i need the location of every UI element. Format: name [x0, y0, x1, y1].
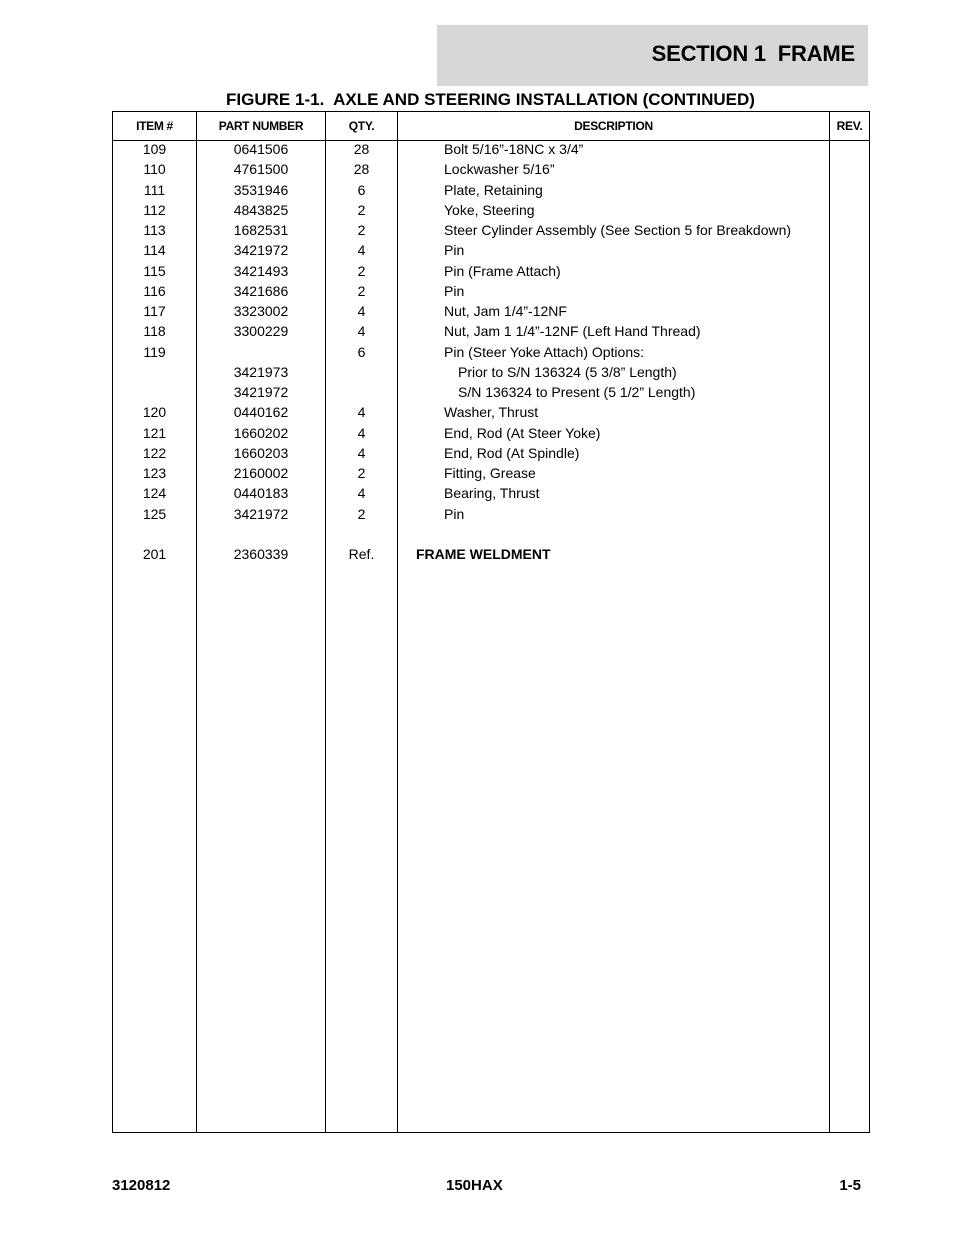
table-row — [113, 384, 869, 404]
cell-item: 117 — [143, 303, 166, 319]
cell-description: End, Rod (At Steer Yoke) — [444, 424, 601, 441]
cell-description: Plate, Retaining — [444, 181, 543, 198]
table-row — [113, 485, 869, 505]
cell-description: Prior to S/N 136324 (5 3/8” Length) — [458, 363, 677, 380]
cell-part-number: 2160002 — [233, 465, 289, 481]
cell-qty: 4 — [357, 444, 366, 461]
cell-part-number: 3421972 — [233, 384, 289, 400]
cell-qty: 2 — [357, 465, 366, 481]
figure-title: FIGURE 1-1. AXLE AND STEERING INSTALLATION (CONTINUED) — [226, 90, 755, 109]
cell-part-number: 0440162 — [233, 404, 289, 421]
cell-description: Pin (Frame Attach) — [444, 262, 561, 279]
table-row — [113, 202, 869, 222]
cell-item: 112 — [143, 201, 166, 218]
cell-item: 123 — [142, 465, 167, 481]
cell-qty: 4 — [357, 323, 366, 340]
cell-item: 114 — [143, 242, 166, 259]
table-row — [113, 161, 869, 181]
cell-qty: 4 — [357, 404, 366, 421]
cell-description: Nut, Jam 1/4”-12NF — [444, 303, 567, 319]
cell-part-number: 1682531 — [233, 222, 289, 238]
cell-item: 116 — [143, 282, 166, 299]
column-header-qty: QTY. — [348, 119, 375, 133]
section-header — [437, 25, 868, 86]
cell-part-number: 4761500 — [233, 161, 289, 178]
cell-qty: 2 — [357, 262, 366, 279]
cell-description: Nut, Jam 1 1/4”-12NF (Left Hand Thread) — [444, 323, 701, 340]
cell-part-number: 0440183 — [233, 485, 289, 502]
table-row — [113, 323, 869, 343]
table-row — [113, 364, 869, 384]
table-row — [113, 283, 869, 303]
cell-description: Fitting, Grease — [444, 465, 536, 481]
cell-part-number: 4843825 — [233, 201, 289, 218]
cell-qty: 28 — [353, 141, 370, 157]
cell-part-number: 3421972 — [233, 505, 289, 522]
cell-part-number: 3421973 — [233, 363, 289, 380]
column-header-description: DESCRIPTION — [574, 119, 653, 133]
table-row — [113, 182, 869, 202]
cell-description: Yoke, Steering — [444, 201, 535, 218]
cell-part-number: 1660203 — [233, 444, 289, 461]
cell-qty: 4 — [357, 485, 366, 502]
cell-qty: 28 — [353, 161, 370, 178]
cell-qty: 2 — [357, 282, 366, 299]
cell-part-number: 3421493 — [233, 262, 289, 279]
cell-item: 118 — [143, 323, 166, 340]
cell-item: 122 — [142, 444, 167, 461]
column-header-rev: REV. — [836, 119, 863, 133]
cell-description: Steer Cylinder Assembly (See Section 5 for Breakdown) — [444, 222, 792, 238]
column-header-item: ITEM # — [136, 119, 173, 133]
cell-qty: Ref. — [348, 546, 375, 562]
table-body — [113, 141, 869, 566]
cell-part-number: 2360339 — [233, 546, 289, 562]
table-row — [113, 344, 869, 364]
table-row — [113, 263, 869, 283]
table-row — [113, 445, 869, 465]
cell-qty: 2 — [357, 222, 366, 238]
cell-qty: 6 — [357, 343, 366, 360]
cell-description: End, Rod (At Spindle) — [444, 444, 580, 461]
table-row — [113, 546, 869, 566]
cell-part-number: 3323002 — [233, 303, 289, 319]
cell-qty: 6 — [357, 181, 366, 198]
table-row — [113, 404, 869, 424]
cell-description: Lockwasher 5/16” — [444, 161, 555, 178]
cell-part-number: 3300229 — [233, 323, 289, 340]
cell-part-number: 1660202 — [233, 424, 289, 441]
footer-doc-number: 3120812 — [112, 1177, 171, 1194]
cell-description: Bolt 5/16”-18NC x 3/4” — [444, 141, 584, 157]
section-title: SECTION 1 FRAME — [651, 41, 855, 66]
table-row — [113, 425, 869, 445]
cell-qty: 4 — [357, 424, 366, 441]
parts-table — [112, 111, 870, 1133]
cell-item: 120 — [142, 404, 167, 421]
cell-description: Washer, Thrust — [444, 404, 539, 421]
cell-part-number: 0641506 — [233, 141, 289, 157]
cell-qty: 2 — [357, 201, 366, 218]
footer-page-number: 1-5 — [839, 1177, 861, 1194]
column-header-part-number: PART NUMBER — [218, 119, 304, 133]
table-row — [113, 506, 869, 526]
cell-description: Pin — [444, 242, 465, 259]
cell-description: Pin (Steer Yoke Attach) Options: — [444, 343, 645, 360]
cell-part-number: 3531946 — [233, 181, 289, 198]
cell-description: Pin — [444, 282, 465, 299]
cell-description: Bearing, Thrust — [444, 485, 540, 502]
cell-item: 201 — [142, 546, 167, 562]
footer-model: 150HAX — [446, 1177, 503, 1194]
table-row — [113, 526, 869, 546]
cell-item: 115 — [143, 262, 166, 279]
table-row — [113, 222, 869, 242]
table-row — [113, 141, 869, 161]
cell-item: 121 — [142, 424, 167, 441]
cell-item: 109 — [142, 141, 167, 157]
cell-qty: 4 — [357, 242, 366, 259]
table-row — [113, 465, 869, 485]
cell-part-number: 3421972 — [233, 242, 289, 259]
cell-part-number: 3421686 — [233, 282, 289, 299]
cell-description: FRAME WELDMENT — [416, 546, 551, 562]
cell-item: 124 — [142, 485, 167, 502]
cell-item: 119 — [143, 343, 166, 360]
cell-qty: 2 — [357, 505, 366, 522]
cell-item: 125 — [142, 505, 167, 522]
cell-description: S/N 136324 to Present (5 1/2” Length) — [458, 384, 696, 400]
cell-item: 113 — [143, 222, 166, 238]
table-row — [113, 303, 869, 323]
cell-item: 111 — [143, 181, 166, 198]
table-row — [113, 242, 869, 262]
cell-item: 110 — [143, 161, 166, 178]
cell-description: Pin — [444, 505, 465, 522]
cell-qty: 4 — [357, 303, 366, 319]
